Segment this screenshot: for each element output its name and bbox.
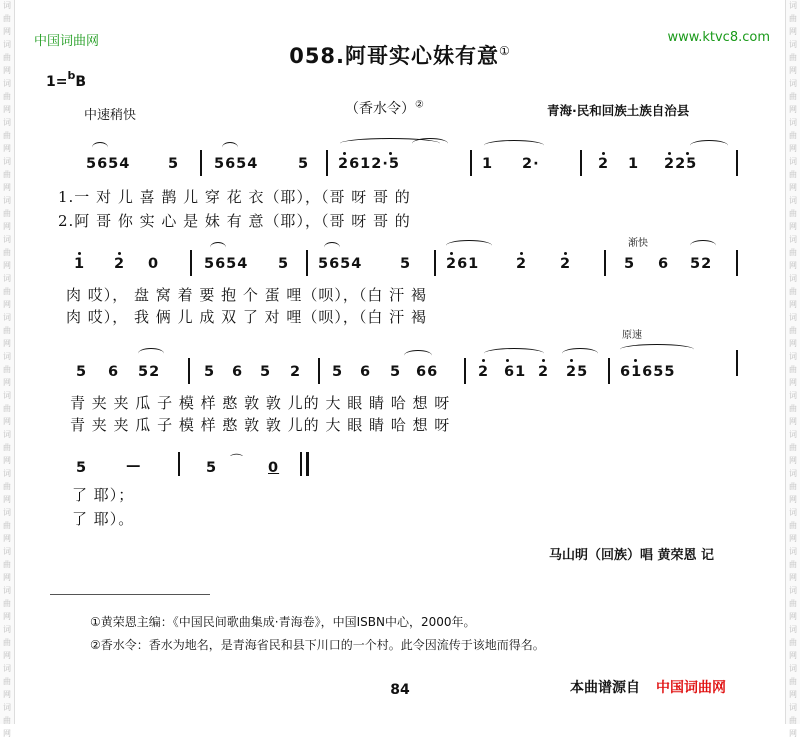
edge-watermark-glyph: 网 <box>789 729 797 738</box>
edge-watermark-glyph: 网 <box>3 534 11 543</box>
notes-m7b: 1 <box>628 156 640 172</box>
left-watermark-strip <box>0 0 15 738</box>
notes-m15d: 66 <box>416 364 439 380</box>
notes-m10b: 5 <box>400 256 412 272</box>
edge-watermark-glyph: 词 <box>3 118 11 127</box>
edge-watermark-glyph: 词 <box>3 196 11 205</box>
tempo-accel-marking: 渐快 <box>628 238 648 249</box>
edge-watermark-glyph: 词 <box>789 40 797 49</box>
edge-watermark-glyph: 词 <box>3 1 11 10</box>
edge-watermark-glyph: 词 <box>3 703 11 712</box>
notes-m17: 61655 <box>620 364 676 380</box>
notes-m14d: 2 <box>290 364 302 380</box>
notes-m9b: 5 <box>278 256 290 272</box>
tempo-primo-marking: 原速 <box>622 330 642 341</box>
edge-watermark-glyph: 词 <box>3 586 11 595</box>
edge-watermark-glyph: 词 <box>3 40 11 49</box>
notes-m15b: 6 <box>360 364 372 380</box>
edge-watermark-glyph: 网 <box>789 339 797 348</box>
edge-watermark-glyph: 网 <box>3 690 11 699</box>
edge-watermark-glyph: 网 <box>3 573 11 582</box>
edge-watermark-glyph: 网 <box>789 66 797 75</box>
edge-watermark-glyph: 网 <box>789 105 797 114</box>
lyric-line-2a: 肉 哎）， 盘 窝 着 要 抱 个 蛋 哩（呗），（白 汗 褐 <box>66 286 427 304</box>
edge-watermark-glyph: 词 <box>789 391 797 400</box>
notes-m5: 2612·5 <box>338 156 400 172</box>
edge-watermark-glyph: 曲 <box>3 560 11 569</box>
right-watermark-strip <box>785 0 800 738</box>
edge-watermark-glyph: 曲 <box>789 14 797 23</box>
edge-watermark-glyph: 曲 <box>3 287 11 296</box>
edge-watermark-glyph: 词 <box>789 313 797 322</box>
notes-m8b: 2 <box>114 256 126 272</box>
notes-m8a: 1 <box>74 256 86 272</box>
edge-watermark-glyph: 词 <box>3 235 11 244</box>
edge-watermark-glyph: 网 <box>789 27 797 36</box>
edge-watermark-glyph: 网 <box>789 144 797 153</box>
edge-watermark-glyph: 曲 <box>3 482 11 491</box>
edge-watermark-glyph: 词 <box>789 430 797 439</box>
footnote-2: ②香水令：香水为地名，是青海省民和县下川口的一个村。此令因流传于该地而得名。 <box>90 638 545 652</box>
edge-watermark-glyph: 曲 <box>789 248 797 257</box>
edge-watermark-glyph: 曲 <box>789 326 797 335</box>
notes-m13c: 52 <box>138 364 161 380</box>
edge-watermark-glyph: 词 <box>3 274 11 283</box>
notes-m12b: 6 <box>658 256 670 272</box>
notes-m9a: 5654 <box>204 256 249 272</box>
edge-watermark-glyph: 曲 <box>3 92 11 101</box>
edge-watermark-glyph: 词 <box>789 508 797 517</box>
edge-watermark-glyph: 曲 <box>789 365 797 374</box>
edge-watermark-glyph: 词 <box>789 1 797 10</box>
notes-m16d: 25 <box>566 364 589 380</box>
notes-m14c: 5 <box>260 364 272 380</box>
edge-watermark-glyph: 曲 <box>789 404 797 413</box>
edge-watermark-glyph: 曲 <box>3 716 11 725</box>
edge-watermark-glyph: 曲 <box>789 131 797 140</box>
footnote-1: ①黄荣恩主编：《中国民间歌曲集成·青海卷》，中国ISBN中心，2000年。 <box>90 615 476 629</box>
lyric-line-3b: 青 夹 夹 瓜 子 模 样 憨 敦 敦 儿的 大 眼 睛 哈 想 呀 <box>70 416 451 434</box>
edge-watermark-glyph: 曲 <box>3 326 11 335</box>
edge-watermark-glyph: 曲 <box>789 521 797 530</box>
edge-watermark-glyph: 网 <box>3 417 11 426</box>
notes-m19a: 5 <box>206 460 218 476</box>
edge-watermark-glyph: 曲 <box>789 716 797 725</box>
edge-watermark-glyph: 曲 <box>3 170 11 179</box>
edge-watermark-glyph: 词 <box>789 196 797 205</box>
edge-watermark-glyph: 词 <box>3 352 11 361</box>
edge-watermark-glyph: 网 <box>3 378 11 387</box>
notes-m18a: 5 <box>76 460 88 476</box>
notes-m12a: 5 <box>624 256 636 272</box>
edge-watermark-glyph: 网 <box>789 456 797 465</box>
edge-watermark-glyph: 曲 <box>3 248 11 257</box>
lyric-line-4b: 了 耶）。 <box>72 510 135 528</box>
title-footnote-mark: ① <box>499 44 511 58</box>
edge-watermark-glyph: 词 <box>3 430 11 439</box>
edge-watermark-glyph: 网 <box>3 456 11 465</box>
edge-watermark-glyph: 网 <box>3 651 11 660</box>
edge-watermark-glyph: 曲 <box>3 404 11 413</box>
notes-m12c: 52 <box>690 256 713 272</box>
edge-watermark-glyph: 曲 <box>3 131 11 140</box>
edge-watermark-glyph: 网 <box>3 222 11 231</box>
notes-m13a: 5 <box>76 364 88 380</box>
edge-watermark-glyph: 词 <box>789 703 797 712</box>
edge-watermark-glyph: 曲 <box>789 209 797 218</box>
edge-watermark-glyph: 网 <box>3 27 11 36</box>
source-credit: 本曲谱源自 中国词曲网 <box>570 680 726 696</box>
edge-watermark-glyph: 网 <box>3 183 11 192</box>
edge-watermark-glyph: 曲 <box>3 599 11 608</box>
edge-watermark-glyph: 曲 <box>789 638 797 647</box>
edge-watermark-glyph: 曲 <box>789 560 797 569</box>
edge-watermark-glyph: 词 <box>789 469 797 478</box>
edge-watermark-glyph: 词 <box>3 157 11 166</box>
notes-m15c: 5 <box>390 364 402 380</box>
edge-watermark-glyph: 曲 <box>789 482 797 491</box>
edge-watermark-glyph: 曲 <box>3 209 11 218</box>
notes-m6b: 2· <box>522 156 540 172</box>
edge-watermark-glyph: 曲 <box>789 92 797 101</box>
notes-m6a: 1 <box>482 156 494 172</box>
edge-watermark-glyph: 网 <box>3 495 11 504</box>
song-subtitle: （香水令）② <box>345 99 424 117</box>
fermata-icon: ⌒ <box>230 454 244 469</box>
notes-m11a: 261 <box>446 256 480 272</box>
edge-watermark-glyph: 词 <box>789 274 797 283</box>
notes-m16b: 61 <box>504 364 527 380</box>
edge-watermark-glyph: 词 <box>3 664 11 673</box>
notes-m18b: — <box>126 458 142 474</box>
song-origin: 青海·民和回族土族自治县 <box>547 103 690 118</box>
edge-watermark-glyph: 词 <box>789 625 797 634</box>
notes-m13b: 6 <box>108 364 120 380</box>
edge-watermark-glyph: 网 <box>3 261 11 270</box>
lyric-line-2b: 肉 哎）， 我 俩 儿 成 双 了 对 哩（呗），（白 汗 褐 <box>66 308 427 326</box>
edge-watermark-glyph: 词 <box>3 547 11 556</box>
edge-watermark-glyph: 词 <box>789 118 797 127</box>
edge-watermark-glyph: 词 <box>3 391 11 400</box>
notes-m11b: 2 <box>516 256 528 272</box>
site-watermark-right[interactable]: www.ktvc8.com <box>667 30 770 45</box>
edge-watermark-glyph: 曲 <box>3 365 11 374</box>
edge-watermark-glyph: 曲 <box>789 443 797 452</box>
edge-watermark-glyph: 词 <box>789 586 797 595</box>
notes-m14b: 6 <box>232 364 244 380</box>
notes-m15a: 5 <box>332 364 344 380</box>
notes-m1: 5654 <box>86 156 131 172</box>
edge-watermark-glyph: 网 <box>789 378 797 387</box>
edge-watermark-glyph: 网 <box>789 651 797 660</box>
edge-watermark-glyph: 曲 <box>789 53 797 62</box>
edge-watermark-glyph: 网 <box>3 339 11 348</box>
edge-watermark-glyph: 网 <box>789 300 797 309</box>
lyric-line-4a: 了 耶）； <box>72 486 135 504</box>
source-site-link[interactable]: 中国词曲网 <box>656 680 726 696</box>
edge-watermark-glyph: 词 <box>3 469 11 478</box>
edge-watermark-glyph: 曲 <box>3 53 11 62</box>
edge-watermark-glyph: 网 <box>789 690 797 699</box>
edge-watermark-glyph: 曲 <box>3 14 11 23</box>
notes-m7c: 225 <box>664 156 698 172</box>
notes-m16a: 2 <box>478 364 490 380</box>
notes-m11c: 2 <box>560 256 572 272</box>
edge-watermark-glyph: 曲 <box>3 443 11 452</box>
lyric-line-3a: 青 夹 夹 瓜 子 模 样 憨 敦 敦 儿的 大 眼 睛 哈 想 呀 <box>70 394 451 412</box>
edge-watermark-glyph: 词 <box>789 547 797 556</box>
edge-watermark-glyph: 网 <box>3 105 11 114</box>
notes-m2: 5 <box>168 156 180 172</box>
song-title: 058.阿哥实心妹有意① <box>289 44 511 68</box>
edge-watermark-glyph: 网 <box>3 729 11 738</box>
notes-m10a: 5654 <box>318 256 363 272</box>
notes-m16c: 2 <box>538 364 550 380</box>
edge-watermark-glyph: 网 <box>789 261 797 270</box>
footnote-divider <box>50 594 210 595</box>
page-number: 84 <box>390 682 410 698</box>
edge-watermark-glyph: 网 <box>789 573 797 582</box>
tempo-marking: 中速稍快 <box>84 108 137 123</box>
notes-m4: 5 <box>298 156 310 172</box>
edge-watermark-glyph: 词 <box>789 664 797 673</box>
edge-watermark-glyph: 曲 <box>789 287 797 296</box>
edge-watermark-glyph: 词 <box>3 79 11 88</box>
edge-watermark-glyph: 网 <box>3 612 11 621</box>
singer-credit: 马山明（回族）唱 黄荣恩 记 <box>548 548 714 563</box>
edge-watermark-glyph: 网 <box>789 612 797 621</box>
edge-watermark-glyph: 词 <box>3 625 11 634</box>
edge-watermark-glyph: 网 <box>789 183 797 192</box>
edge-watermark-glyph: 网 <box>3 66 11 75</box>
key-signature: 1=$^b$B <box>46 69 87 90</box>
edge-watermark-glyph: 网 <box>789 222 797 231</box>
edge-watermark-glyph: 网 <box>3 300 11 309</box>
lyric-line-1a: 1.一 对 儿 喜 鹊 儿 穿 花 衣（耶），（哥 呀 哥 的 <box>58 188 411 206</box>
edge-watermark-glyph: 网 <box>3 144 11 153</box>
edge-watermark-glyph: 曲 <box>789 599 797 608</box>
edge-watermark-glyph: 词 <box>3 313 11 322</box>
edge-watermark-glyph: 曲 <box>3 638 11 647</box>
edge-watermark-glyph: 网 <box>789 534 797 543</box>
edge-watermark-glyph: 曲 <box>789 170 797 179</box>
edge-watermark-glyph: 词 <box>789 352 797 361</box>
notes-m19b: 0 <box>268 460 280 476</box>
site-watermark-left[interactable]: 中国词曲网 <box>34 34 100 49</box>
edge-watermark-glyph: 词 <box>3 508 11 517</box>
edge-watermark-glyph: 词 <box>789 79 797 88</box>
edge-watermark-glyph: 网 <box>789 495 797 504</box>
edge-watermark-glyph: 词 <box>789 235 797 244</box>
notes-m8c: 0 <box>148 256 160 272</box>
edge-watermark-glyph: 词 <box>789 157 797 166</box>
edge-watermark-glyph: 曲 <box>789 677 797 686</box>
lyric-line-1b: 2.阿 哥 你 实 心 是 妹 有 意（耶），（哥 呀 哥 的 <box>58 212 411 230</box>
notes-m7a: 2 <box>598 156 610 172</box>
edge-watermark-glyph: 网 <box>789 417 797 426</box>
edge-watermark-glyph: 曲 <box>3 521 11 530</box>
edge-watermark-glyph: 曲 <box>3 677 11 686</box>
notes-m3: 5654 <box>214 156 259 172</box>
notes-m14a: 5 <box>204 364 216 380</box>
